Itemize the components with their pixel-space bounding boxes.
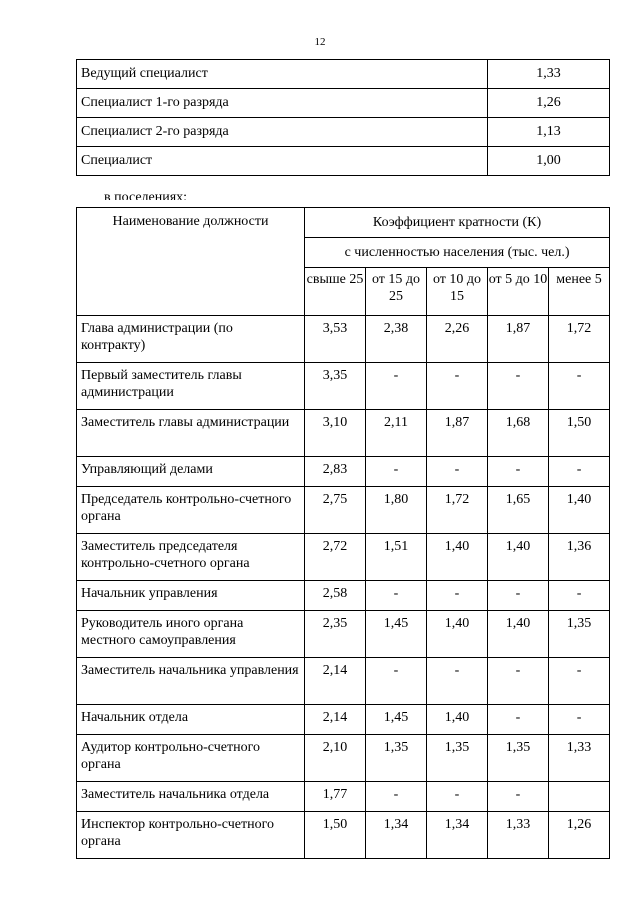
coefficient-value: - [427,581,488,611]
position-name: Начальник отдела [77,705,305,735]
coefficient-value: - [366,457,427,487]
coefficient-value [549,782,610,812]
table-row [77,89,610,118]
coefficient-value: 1,35 [366,735,427,782]
coefficient-value: 3,53 [305,316,366,363]
coefficient-value: - [427,782,488,812]
position-name: Заместитель начальника отдела [77,782,305,812]
coefficient-value: 2,14 [305,658,366,705]
coefficient-value: 2,10 [305,735,366,782]
coefficient-value: 1,00 [488,147,610,176]
coefficient-value: 1,33 [488,812,549,859]
table-row [77,534,610,581]
position-name: Ведущий специалист [77,60,488,89]
header-column-10-15: от 10 до 15 [427,268,488,316]
position-name: Аудитор контрольно-счетного органа [77,735,305,782]
coefficient-value: 1,13 [488,118,610,147]
coefficient-value: 1,72 [549,316,610,363]
coefficient-value: 1,40 [427,611,488,658]
table-row [77,410,610,457]
coefficient-value: - [488,581,549,611]
coefficient-value: - [427,363,488,410]
page-number: 12 [314,36,326,48]
position-name: Первый заместитель главы администрации [77,363,305,410]
header-column-15-25: от 15 до 25 [366,268,427,316]
coefficient-value: - [427,658,488,705]
coefficient-value: 1,80 [366,487,427,534]
table-row [77,782,610,812]
table-row [77,60,610,89]
coefficient-value: - [366,363,427,410]
coefficient-value: 2,26 [427,316,488,363]
coefficient-value: 1,35 [549,611,610,658]
coefficient-value: - [366,658,427,705]
position-name: Инспектор контрольно-счетного органа [77,812,305,859]
coefficient-value: 1,36 [549,534,610,581]
header-population: с численностью населения (тыс. чел.) [305,238,610,268]
coefficient-value: - [488,363,549,410]
coefficient-value: 2,83 [305,457,366,487]
coefficient-value: 2,38 [366,316,427,363]
top-coefficient-table [76,59,610,176]
coefficient-value: 1,51 [366,534,427,581]
coefficient-value: - [549,705,610,735]
coefficient-value: 2,11 [366,410,427,457]
coefficient-value: 2,75 [305,487,366,534]
settlement-coefficient-table [76,207,610,859]
table-row [77,457,610,487]
coefficient-value: - [366,782,427,812]
table-row [77,812,610,859]
coefficient-value: - [366,581,427,611]
coefficient-value: 2,58 [305,581,366,611]
table-row [77,735,610,782]
table-row [77,658,610,705]
table-row [77,363,610,410]
coefficient-value: - [488,457,549,487]
table-row [77,487,610,534]
header-coefficient: Коэффициент кратности (К) [305,208,610,238]
position-name: Управляющий делами [77,457,305,487]
position-name: Заместитель начальника управления [77,658,305,705]
table-row [77,611,610,658]
header-column-under-5: менее 5 [549,268,610,316]
coefficient-value: 1,50 [305,812,366,859]
coefficient-value: - [488,705,549,735]
coefficient-value: 1,87 [427,410,488,457]
position-name: Начальник управления [77,581,305,611]
header-position-name: Наименование должности [77,208,305,316]
coefficient-value: 1,33 [488,60,610,89]
coefficient-value: - [549,658,610,705]
coefficient-value: 1,35 [488,735,549,782]
coefficient-value: 1,33 [549,735,610,782]
position-name: Специалист 1-го разряда [77,89,488,118]
coefficient-value: 1,35 [427,735,488,782]
coefficient-value: 1,45 [366,705,427,735]
table-row [77,118,610,147]
coefficient-value: 1,34 [366,812,427,859]
table-row [77,705,610,735]
header-column-over-25: свыше 25 [305,268,366,316]
coefficient-value: 1,65 [488,487,549,534]
coefficient-value: 1,40 [488,534,549,581]
coefficient-value: 1,40 [488,611,549,658]
coefficient-value: 2,14 [305,705,366,735]
position-name: Председатель контрольно-счетного органа [77,487,305,534]
position-name: Специалист 2-го разряда [77,118,488,147]
coefficient-value: 3,10 [305,410,366,457]
coefficient-value: - [549,581,610,611]
coefficient-value: 1,72 [427,487,488,534]
position-name: Руководитель иного органа местного самоуправления [77,611,305,658]
header-column-5-10: от 5 до 10 [488,268,549,316]
coefficient-value: 1,77 [305,782,366,812]
coefficient-value: 1,40 [427,534,488,581]
coefficient-value: 1,68 [488,410,549,457]
coefficient-value: 1,87 [488,316,549,363]
coefficient-value: - [488,658,549,705]
table-row [77,316,610,363]
coefficient-value: 1,34 [427,812,488,859]
coefficient-value: 1,50 [549,410,610,457]
position-name: Специалист [77,147,488,176]
coefficient-value: - [549,363,610,410]
position-name: Глава администрации (по контракту) [77,316,305,363]
section-caption: в поселениях: [104,190,188,200]
table-row [77,147,610,176]
coefficient-value: 1,45 [366,611,427,658]
coefficient-value: 2,35 [305,611,366,658]
coefficient-value: - [427,457,488,487]
table-row [77,581,610,611]
coefficient-value: 2,72 [305,534,366,581]
coefficient-value: 1,40 [427,705,488,735]
position-name: Заместитель главы администрации [77,410,305,457]
position-name: Заместитель председателя контрольно-счетного органа [77,534,305,581]
coefficient-value: - [549,457,610,487]
coefficient-value: 1,26 [549,812,610,859]
coefficient-value: - [488,782,549,812]
coefficient-value: 1,26 [488,89,610,118]
coefficient-value: 3,35 [305,363,366,410]
coefficient-value: 1,40 [549,487,610,534]
